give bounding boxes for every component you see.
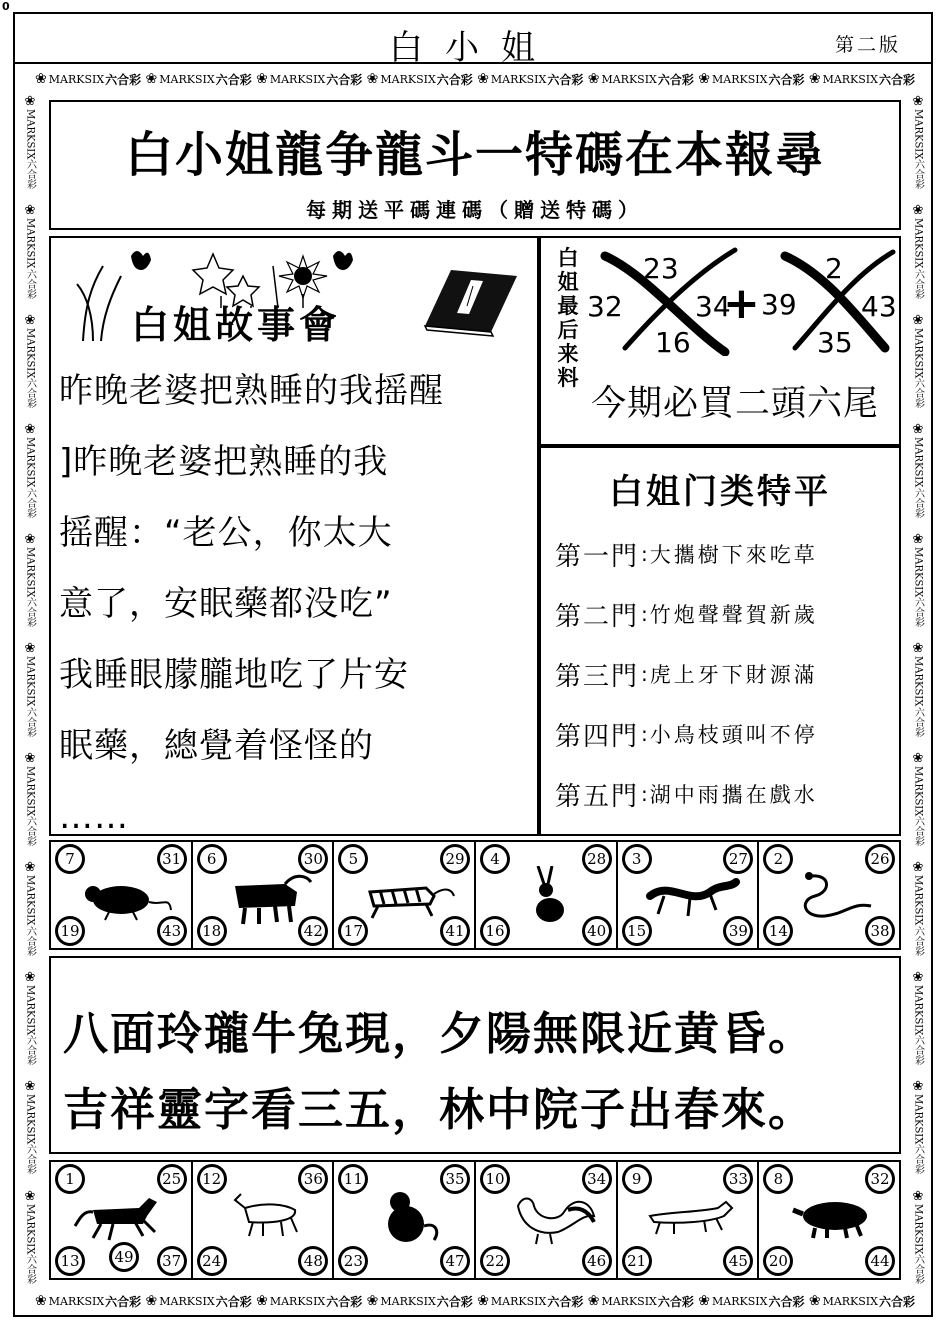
clover-icon: ❀ (910, 531, 926, 547)
lhc-text: 六合彩 (547, 1294, 584, 1309)
brand-text: MARKSIX (24, 765, 36, 817)
number-ball: 12 (197, 1164, 227, 1194)
label-char: 白 (557, 246, 579, 270)
marksix-mark (588, 71, 694, 88)
number-ball: 45 (723, 1246, 753, 1276)
right-top-number: 2 (825, 252, 843, 285)
clover-icon: ❀ (22, 422, 38, 438)
lhc-text: 六合彩 (657, 1294, 694, 1309)
number-ball: 41 (440, 916, 470, 946)
brand-text: MARKSIX (269, 1294, 326, 1308)
marksix-mark (809, 71, 915, 88)
marksix-mark (698, 1293, 804, 1310)
number-ball: 28 (582, 844, 612, 874)
marksix-mark (23, 751, 38, 846)
clover-icon: ❀ (808, 1293, 821, 1309)
marksix-mark (23, 1189, 38, 1284)
brand-text: MARKSIX (24, 1203, 36, 1254)
zodiac-cell-dog (618, 1162, 760, 1278)
marksix-mark (367, 71, 473, 88)
number-ball: 44 (865, 1246, 895, 1276)
brand-text: MARKSIX (24, 437, 36, 488)
number-ball: 17 (338, 916, 368, 946)
number-ball: 47 (440, 1246, 470, 1276)
marksix-mark (911, 970, 926, 1065)
story-line: 我睡眼朦朧地吃了片安 (59, 655, 409, 695)
clover-icon: ❀ (910, 203, 926, 219)
brand-text: MARKSIX (490, 1294, 547, 1308)
number-ball: 4 (480, 844, 510, 874)
lhc-text: 六合彩 (912, 706, 924, 737)
marksix-mark (146, 1293, 252, 1310)
door-verse: 小鳥枝頭叫不停 (649, 723, 818, 747)
colon-mark: : (641, 782, 648, 806)
headline-box (49, 100, 901, 230)
goat-icon (215, 1186, 315, 1246)
number-ball: 21 (622, 1246, 652, 1276)
number-ball: 15 (622, 916, 652, 946)
crossed-numbers-graphic (585, 244, 905, 356)
marksix-mark (911, 860, 926, 955)
clover-icon: ❀ (698, 71, 711, 87)
lhc-text: 六合彩 (24, 1144, 36, 1175)
rooster-icon (498, 1186, 598, 1246)
lhc-text: 六合彩 (326, 1294, 363, 1309)
story-line: 昨晚老婆把熟睡的我摇醒 (59, 371, 444, 411)
horse-icon (73, 1186, 173, 1246)
brand-text: MARKSIX (269, 72, 326, 86)
lhc-text: 六合彩 (24, 378, 36, 409)
brand-text: MARKSIX (712, 72, 768, 86)
zodiac-cell-ox (193, 842, 335, 948)
left-bottom-number: 16 (655, 326, 691, 356)
clover-icon: ❀ (910, 969, 926, 985)
lhc-text: 六合彩 (878, 72, 915, 87)
clover-icon: ❀ (910, 641, 926, 657)
number-ball: 31 (157, 844, 187, 874)
clover-icon: ❀ (910, 860, 926, 876)
number-ball: 11 (338, 1164, 368, 1194)
marksix-mark (911, 94, 926, 189)
zodiac-cell-rabbit (476, 842, 618, 948)
number-ball: 43 (157, 916, 187, 946)
clover-icon: ❀ (145, 1293, 158, 1309)
lhc-text: 六合彩 (912, 816, 924, 847)
label-char: 料 (557, 366, 579, 390)
lhc-text: 六合彩 (547, 72, 584, 87)
clover-icon: ❀ (22, 641, 38, 657)
lhc-text: 六合彩 (24, 597, 36, 628)
colon-mark: : (641, 542, 648, 566)
brand-text: MARKSIX (48, 1294, 105, 1308)
zodiac-cell-monkey (334, 1162, 476, 1278)
clover-icon: ❀ (587, 71, 600, 87)
lhc-text: 六合彩 (24, 1035, 36, 1066)
lhc-text: 六合彩 (912, 378, 924, 409)
zodiac-cell-pig (759, 1162, 899, 1278)
pig-icon (781, 1186, 881, 1246)
number-ball: 6 (197, 844, 227, 874)
clover-icon: ❀ (587, 1293, 600, 1309)
lhc-text: 六合彩 (24, 1253, 36, 1284)
lhc-text: 六合彩 (326, 72, 363, 87)
number-ball: 26 (865, 844, 895, 874)
poem-box (49, 956, 901, 1154)
snake-icon (781, 866, 881, 926)
left-left-number: 32 (587, 290, 623, 323)
label-char: 来 (557, 342, 579, 366)
number-ball: 5 (338, 844, 368, 874)
lhc-text: 六合彩 (768, 72, 805, 87)
right-right-number: 43 (861, 290, 897, 323)
right-left-number: 39 (761, 288, 797, 321)
brand-text: MARKSIX (912, 327, 924, 379)
lhc-text: 六合彩 (436, 72, 473, 87)
brand-text: MARKSIX (822, 72, 878, 86)
lhc-text: 六合彩 (24, 159, 36, 190)
label-char: 最 (557, 294, 579, 318)
brand-text: MARKSIX (48, 72, 105, 86)
edition-label: 第二版 (834, 34, 901, 56)
marksix-mark (698, 71, 804, 88)
marksix-mark (23, 860, 38, 955)
clover-icon: ❀ (910, 422, 926, 438)
marksix-strip-bottom (35, 1290, 915, 1312)
number-ball: 38 (865, 916, 895, 946)
plus-sign: + (723, 278, 760, 329)
number-ball: 49 (109, 1242, 139, 1272)
clover-icon: ❀ (22, 860, 38, 876)
marksix-mark (809, 1293, 915, 1310)
clover-icon: ❀ (22, 531, 38, 547)
number-ball: 39 (723, 916, 753, 946)
clover-icon: ❀ (22, 969, 38, 985)
tiger-icon (356, 866, 456, 926)
category-row (555, 594, 895, 634)
marksix-mark (146, 71, 252, 88)
clover-icon: ❀ (256, 71, 268, 87)
category-box (539, 446, 901, 836)
main-headline: 白小姐龍争龍斗一特碼在本報尋 (124, 127, 825, 183)
category-row (555, 714, 895, 754)
category-title: 白姐门类特平 (609, 472, 831, 512)
number-ball: 7 (55, 844, 85, 874)
lhc-text: 六合彩 (215, 1294, 252, 1309)
lhc-text: 六合彩 (878, 1294, 915, 1309)
brand-text: MARKSIX (24, 109, 36, 160)
lhc-text: 六合彩 (912, 1253, 924, 1284)
monkey-icon (356, 1186, 456, 1246)
brand-text: MARKSIX (380, 1294, 436, 1308)
number-ball: 36 (298, 1164, 328, 1194)
door-label: 第一門 (555, 541, 640, 572)
story-box (49, 236, 539, 836)
marksix-mark (477, 71, 583, 88)
marksix-mark (911, 532, 926, 627)
marksix-mark (911, 641, 926, 736)
door-verse: 竹炮聲聲賀新歲 (649, 603, 818, 627)
lhc-text: 六合彩 (912, 597, 924, 628)
corner-mark: 0 (2, 0, 10, 13)
clover-icon: ❀ (145, 71, 158, 87)
lhc-text: 六合彩 (912, 487, 924, 518)
door-label: 第五門 (555, 781, 640, 812)
clover-icon: ❀ (808, 71, 821, 87)
number-ball: 8 (763, 1164, 793, 1194)
number-ball: 2 (763, 844, 793, 874)
brand-text: MARKSIX (490, 72, 547, 86)
poem-line-1: 八面玲瓏牛兔現，夕陽無限近黄昏。 (63, 1007, 816, 1060)
marksix-mark (23, 422, 38, 517)
door-label: 第二門 (555, 601, 640, 632)
brand-text: MARKSIX (912, 437, 924, 488)
ox-icon (215, 866, 315, 926)
number-ball: 30 (298, 844, 328, 874)
brand-text: MARKSIX (159, 72, 215, 86)
clover-icon: ❀ (910, 750, 926, 766)
lhc-text: 六合彩 (24, 268, 36, 299)
marksix-strip-left (19, 94, 41, 1284)
clover-icon: ❀ (35, 71, 47, 87)
marksix-mark (911, 1189, 926, 1284)
brand-text: MARKSIX (912, 109, 924, 160)
category-row (555, 654, 895, 694)
marksix-mark (23, 203, 38, 298)
brand-text: MARKSIX (912, 875, 924, 926)
brand-text: MARKSIX (712, 1294, 768, 1308)
marksix-mark (911, 313, 926, 408)
marksix-mark (588, 1293, 694, 1310)
lhc-text: 六合彩 (912, 925, 924, 956)
lhc-text: 六合彩 (215, 72, 252, 87)
marksix-mark (911, 203, 926, 298)
number-ball: 37 (157, 1246, 187, 1276)
newspaper-page (13, 12, 933, 1317)
number-ball: 27 (723, 844, 753, 874)
zodiac-cell-snake (759, 842, 899, 948)
poem-text (63, 996, 903, 1148)
marksix-mark (35, 1293, 141, 1310)
lhc-text: 六合彩 (24, 706, 36, 737)
story-title: 白姐故事會 (131, 303, 342, 347)
marksix-mark (477, 1293, 583, 1310)
clover-icon: ❀ (22, 1188, 38, 1204)
number-ball: 16 (480, 916, 510, 946)
brand-text: MARKSIX (822, 1294, 878, 1308)
number-ball: 18 (197, 916, 227, 946)
brand-text: MARKSIX (24, 984, 36, 1036)
marksix-mark (23, 641, 38, 736)
clover-icon: ❀ (22, 1079, 38, 1095)
dragon-icon (640, 866, 740, 926)
marksix-strip-right (907, 94, 929, 1284)
brand-text: MARKSIX (912, 1203, 924, 1254)
brand-text: MARKSIX (24, 875, 36, 926)
brand-text: MARKSIX (601, 1294, 657, 1308)
zodiac-cell-horse (51, 1162, 193, 1278)
marksix-mark (256, 1293, 362, 1310)
brand-text: MARKSIX (24, 1094, 36, 1145)
lhc-text: 六合彩 (24, 925, 36, 956)
number-ball: 9 (622, 1164, 652, 1194)
clover-icon: ❀ (22, 312, 38, 328)
lhc-text: 六合彩 (105, 72, 142, 87)
clover-icon: ❀ (910, 312, 926, 328)
door-label: 第三門 (555, 661, 640, 692)
marksix-mark (911, 1079, 926, 1174)
lhc-text: 六合彩 (912, 159, 924, 190)
brand-text: MARKSIX (159, 1294, 215, 1308)
number-ball: 14 (763, 916, 793, 946)
clover-icon: ❀ (256, 1293, 268, 1309)
story-line: 意了，安眠藥都没吃” (59, 584, 393, 624)
brand-text: MARKSIX (601, 72, 657, 86)
lhc-text: 六合彩 (105, 1294, 142, 1309)
number-ball: 3 (622, 844, 652, 874)
marksix-mark (367, 1293, 473, 1310)
zodiac-cell-dragon (618, 842, 760, 948)
number-ball: 10 (480, 1164, 510, 1194)
brand-text: MARKSIX (912, 546, 924, 598)
left-top-number: 23 (643, 252, 679, 285)
lhc-text: 六合彩 (24, 816, 36, 847)
clover-icon: ❀ (22, 203, 38, 219)
number-ball: 1 (55, 1164, 85, 1194)
category-row (555, 534, 895, 574)
number-ball: 35 (440, 1164, 470, 1194)
zodiac-row-bottom (49, 1160, 901, 1280)
marksix-mark (23, 1079, 38, 1174)
number-ball: 46 (582, 1246, 612, 1276)
label-char: 姐 (557, 270, 579, 294)
marksix-strip-top (35, 68, 915, 90)
colon-mark: : (641, 602, 648, 626)
clover-icon: ❀ (698, 1293, 711, 1309)
brand-text: MARKSIX (24, 546, 36, 598)
zodiac-cell-tiger (334, 842, 476, 948)
door-verse: 虎上牙下財源滿 (649, 663, 818, 687)
clover-icon: ❀ (477, 71, 489, 87)
right-bottom-number: 35 (817, 326, 853, 356)
lhc-text: 六合彩 (436, 1294, 473, 1309)
latest-info-label (555, 246, 581, 390)
number-ball: 48 (298, 1246, 328, 1276)
door-label: 第四門 (555, 721, 640, 752)
clover-icon: ❀ (22, 94, 38, 109)
clover-icon: ❀ (22, 750, 38, 766)
page-header (15, 14, 931, 68)
number-ball: 23 (338, 1246, 368, 1276)
number-ball: 34 (582, 1164, 612, 1194)
brand-text: MARKSIX (24, 218, 36, 269)
clover-icon: ❀ (910, 1079, 926, 1095)
zodiac-cell-rat (51, 842, 193, 948)
clover-icon: ❀ (366, 1293, 379, 1309)
marksix-mark (23, 970, 38, 1065)
marksix-mark (35, 71, 141, 88)
lhc-text: 六合彩 (768, 1294, 805, 1309)
clover-icon: ❀ (366, 71, 379, 87)
zodiac-cell-rooster (476, 1162, 618, 1278)
rat-icon (73, 866, 173, 926)
dog-icon (640, 1186, 740, 1246)
brand-text: MARKSIX (24, 327, 36, 379)
number-ball: 24 (197, 1246, 227, 1276)
rabbit-icon (498, 866, 598, 926)
colon-mark: : (641, 722, 648, 746)
brand-text: MARKSIX (912, 984, 924, 1036)
marksix-mark (23, 94, 38, 189)
story-line: 摇醒：“老公，你太大 (59, 513, 393, 553)
number-ball: 22 (480, 1246, 510, 1276)
marksix-mark (23, 313, 38, 408)
latest-info-box (539, 236, 901, 446)
label-char: 后 (557, 318, 579, 342)
door-verse: 湖中雨攜在戲水 (649, 783, 818, 807)
brand-text: MARKSIX (912, 1094, 924, 1145)
marksix-mark (911, 422, 926, 517)
page-title: 白小姐 (389, 28, 557, 68)
clover-icon: ❀ (910, 94, 926, 109)
number-ball: 25 (157, 1164, 187, 1194)
story-line: …… (59, 797, 129, 837)
marksix-mark (23, 532, 38, 627)
number-ball: 32 (865, 1164, 895, 1194)
number-ball: 19 (55, 916, 85, 946)
lhc-text: 六合彩 (912, 1035, 924, 1066)
lhc-text: 六合彩 (24, 487, 36, 518)
story-text (59, 356, 539, 853)
story-line: 眠藥，總覺着怪怪的 (59, 726, 374, 766)
brand-text: MARKSIX (912, 656, 924, 707)
brand-text: MARKSIX (912, 218, 924, 269)
clover-icon: ❀ (35, 1293, 47, 1309)
lhc-text: 六合彩 (657, 72, 694, 87)
number-ball: 20 (763, 1246, 793, 1276)
story-line: ]昨晚老婆把熟睡的我 (59, 442, 389, 482)
lhc-text: 六合彩 (912, 1144, 924, 1175)
poem-line-2: 吉祥靈字看三五，林中院子出春來。 (63, 1083, 816, 1136)
brand-text: MARKSIX (912, 765, 924, 817)
lhc-text: 六合彩 (912, 268, 924, 299)
category-row (555, 774, 895, 814)
number-ball: 33 (723, 1164, 753, 1194)
zodiac-row-top (49, 840, 901, 950)
number-ball: 29 (440, 844, 470, 874)
colon-mark: : (641, 662, 648, 686)
zodiac-cell-goat (193, 1162, 335, 1278)
marksix-mark (256, 71, 362, 88)
must-buy-text: 今期必買二頭六尾 (591, 384, 880, 424)
number-ball: 40 (582, 916, 612, 946)
number-ball: 13 (55, 1246, 85, 1276)
brand-text: MARKSIX (24, 656, 36, 707)
number-ball: 42 (298, 916, 328, 946)
sub-headline: 每期送平碼連碼（贈送特碼） (306, 198, 644, 222)
brand-text: MARKSIX (380, 72, 436, 86)
door-verse: 大攜樹下來吃草 (649, 543, 818, 567)
left-right-number: 34 (695, 290, 731, 323)
clover-icon: ❀ (910, 1188, 926, 1204)
clover-icon: ❀ (477, 1293, 489, 1309)
marksix-mark (911, 751, 926, 846)
book-icon (421, 266, 521, 338)
